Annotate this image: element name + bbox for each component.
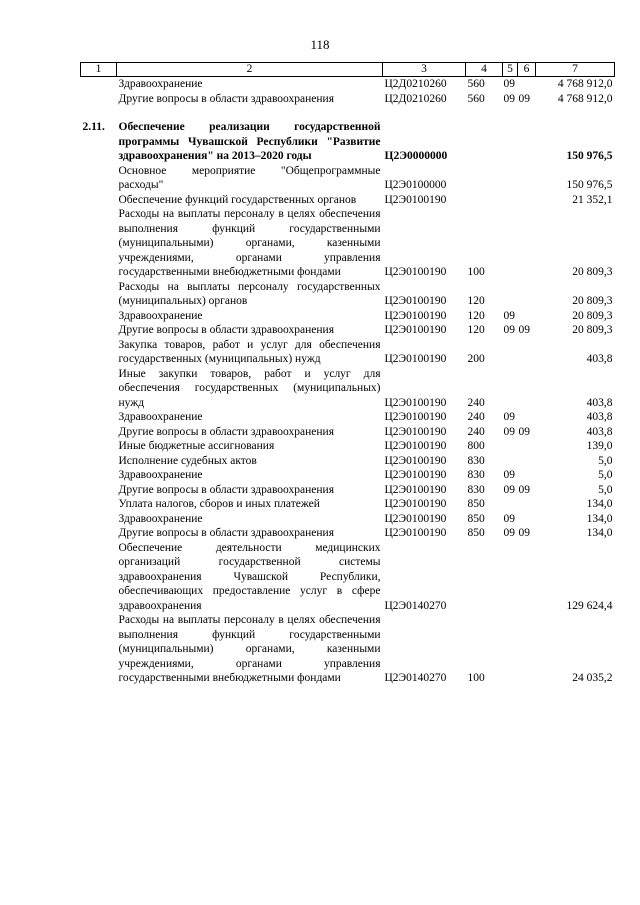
target-code: Ц2Э0140270 xyxy=(384,599,447,612)
expense-type: 560 xyxy=(467,92,485,105)
description: Иные закупки товаров, работ и услуг для обеспечения государственных (муниципальных) нужд xyxy=(118,367,381,409)
table-row xyxy=(81,613,615,686)
section: 09 xyxy=(503,469,515,481)
section xyxy=(503,613,518,686)
subsection xyxy=(518,367,536,411)
subsection xyxy=(518,439,536,454)
table-row xyxy=(81,367,615,411)
section: 09 xyxy=(503,512,515,525)
description: Другие вопросы в области здравоохранения xyxy=(118,324,334,336)
header-col-4: 4 xyxy=(466,63,503,77)
item-number xyxy=(81,439,117,454)
amount: 20 809,3 xyxy=(572,295,613,307)
expense-type: 120 xyxy=(467,295,485,307)
page-number: 118 xyxy=(310,37,330,52)
spacer-cell xyxy=(81,106,615,120)
description: Здравоохранение xyxy=(118,309,203,322)
amount: 403,8 xyxy=(586,411,613,423)
subsection: 09 xyxy=(518,92,530,105)
expense-type: 100 xyxy=(467,672,485,684)
target-code: Ц2Э0000000 xyxy=(384,150,448,162)
item-number xyxy=(81,164,117,193)
table-row xyxy=(81,77,615,92)
amount: 24 035,2 xyxy=(572,672,613,684)
item-number xyxy=(81,425,117,440)
amount: 150 976,5 xyxy=(566,150,613,162)
subsection xyxy=(518,454,536,469)
header-col-6: 6 xyxy=(518,63,536,77)
section: 09 xyxy=(503,309,515,322)
amount: 5,0 xyxy=(598,483,613,496)
section: 09 xyxy=(503,425,515,438)
description: Здравоохранение xyxy=(118,469,203,481)
amount: 20 809,3 xyxy=(572,266,613,278)
table-row xyxy=(81,164,615,193)
amount: 134,0 xyxy=(586,527,613,539)
item-number xyxy=(81,613,117,686)
amount: 4 768 912,0 xyxy=(557,92,613,105)
target-code: Ц2Э0140270 xyxy=(384,672,447,684)
section xyxy=(503,454,518,469)
description: Уплата налогов, сборов и иных платежей xyxy=(118,498,320,510)
expense-type: 100 xyxy=(467,266,485,278)
item-number xyxy=(81,541,117,614)
expense-type: 850 xyxy=(467,498,485,510)
table-row xyxy=(81,468,615,483)
header-col-5: 5 xyxy=(503,63,518,77)
target-code: Ц2Э0100190 xyxy=(384,324,447,336)
item-number xyxy=(81,512,117,527)
budget-table-container xyxy=(80,62,614,686)
subsection xyxy=(518,338,536,367)
description: Расходы на выплаты персоналу государственных (муниципальных) органов xyxy=(118,280,381,307)
description: Закупка товаров, работ и услуг для обеспечения государственных (муниципальных) нужд xyxy=(118,338,381,365)
subsection xyxy=(518,512,536,527)
target-code: Ц2Э0100190 xyxy=(384,266,447,278)
item-number xyxy=(81,483,117,498)
table-row xyxy=(81,323,615,338)
section xyxy=(503,207,518,280)
subsection: 09 xyxy=(518,527,530,539)
subsection xyxy=(518,410,536,425)
description: Обеспечение функций государственных органов xyxy=(118,193,357,206)
section: 09 xyxy=(503,527,515,539)
expense-type: 240 xyxy=(467,411,485,423)
header-col-3: 3 xyxy=(383,63,466,77)
description: Иные бюджетные ассигнования xyxy=(118,440,275,452)
table-row xyxy=(81,512,615,527)
item-number xyxy=(81,309,117,324)
target-code: Ц2Э0100190 xyxy=(384,411,447,423)
item-number xyxy=(81,338,117,367)
description: Основное мероприятие "Общепрограммные расходы" xyxy=(118,164,381,191)
description: Расходы на выплаты персоналу в целях обеспечения выполнения функций государственными (муниципальными) органами, казенными учреждениями, органами управления государственными внебюджетными фондами xyxy=(118,208,381,278)
description: Расходы на выплаты персоналу в целях обеспечения выполнения функций государственными (муниципальными) органами, казенными учреждениями, органами управления государственными внебюджетными фондами xyxy=(118,614,381,684)
expense-type: 800 xyxy=(467,440,485,452)
expense-type: 240 xyxy=(467,396,485,409)
subsection xyxy=(518,77,536,92)
subsection xyxy=(518,541,536,614)
description: Здравоохранение xyxy=(118,78,203,90)
table-row xyxy=(81,425,615,440)
description: Другие вопросы в области здравоохранения xyxy=(118,92,334,105)
subsection xyxy=(518,497,536,512)
section xyxy=(503,338,518,367)
target-code: Ц2Д0210260 xyxy=(384,92,447,105)
subsection: 09 xyxy=(518,324,530,336)
table-row xyxy=(81,309,615,324)
expense-type: 850 xyxy=(467,527,485,539)
expense-type: 200 xyxy=(467,353,485,365)
section: 09 xyxy=(503,411,515,423)
amount: 403,8 xyxy=(586,396,613,409)
item-number xyxy=(81,497,117,512)
item-number xyxy=(81,77,117,92)
table-row xyxy=(81,541,615,614)
target-code: Ц2Э0100190 xyxy=(384,193,447,206)
section: 09 xyxy=(503,92,515,105)
subsection xyxy=(518,309,536,324)
target-code: Ц2Э0100190 xyxy=(384,353,447,365)
table-row xyxy=(81,454,615,469)
table-row xyxy=(81,483,615,498)
section xyxy=(503,367,518,411)
table-row xyxy=(81,410,615,425)
amount: 403,8 xyxy=(586,353,613,365)
table-row xyxy=(81,338,615,367)
header-col-1: 1 xyxy=(81,63,117,77)
expense-type xyxy=(466,193,503,208)
table-row xyxy=(81,280,615,309)
subsection: 09 xyxy=(518,425,530,438)
amount: 5,0 xyxy=(598,454,613,467)
subsection xyxy=(518,193,536,208)
subsection xyxy=(518,468,536,483)
target-code: Ц2Э0100190 xyxy=(384,440,447,452)
expense-type: 120 xyxy=(467,324,485,336)
target-code: Ц2Д0210260 xyxy=(384,78,447,90)
description: Обеспечение деятельности медицинских организаций государственной системы здравоохранения Чувашской Республики, обеспечивающих предоставление услуг в сфере здравоохранения xyxy=(118,541,381,612)
expense-type: 830 xyxy=(467,483,485,496)
section: 09 xyxy=(503,78,515,90)
description: Исполнение судебных актов xyxy=(118,454,257,467)
item-number xyxy=(81,526,117,541)
header-row xyxy=(81,63,615,77)
section xyxy=(503,541,518,614)
item-number xyxy=(81,323,117,338)
item-number xyxy=(81,92,117,107)
description: Обеспечение реализации государственной программы Чувашской Республики "Развитие здравоохранения" на 2013–2020 годы xyxy=(118,121,381,162)
section xyxy=(503,280,518,309)
amount: 4 768 912,0 xyxy=(557,78,613,90)
amount: 5,0 xyxy=(598,469,613,481)
expense-type: 560 xyxy=(467,78,485,90)
target-code: Ц2Э0100190 xyxy=(384,469,447,481)
amount: 139,0 xyxy=(586,440,613,452)
description: Здравоохранение xyxy=(118,512,203,525)
target-code: Ц2Э0100190 xyxy=(384,512,447,525)
description: Другие вопросы в области здравоохранения xyxy=(118,425,334,438)
subsection xyxy=(518,280,536,309)
item-number: 2.11. xyxy=(82,121,105,133)
item-number xyxy=(81,410,117,425)
item-number xyxy=(81,468,117,483)
target-code: Ц2Э0100190 xyxy=(384,309,447,322)
expense-type: 120 xyxy=(467,309,485,322)
section: 09 xyxy=(503,483,515,496)
description: Другие вопросы в области здравоохранения xyxy=(118,483,334,496)
section: 09 xyxy=(503,324,515,336)
spacer-row xyxy=(81,106,615,120)
table-row xyxy=(81,92,615,107)
section xyxy=(503,497,518,512)
target-code: Ц2Э0100190 xyxy=(384,483,447,496)
item-number xyxy=(81,207,117,280)
subsection xyxy=(518,120,536,164)
target-code: Ц2Э0100000 xyxy=(384,179,447,191)
table-row xyxy=(81,207,615,280)
target-code: Ц2Э0100190 xyxy=(384,527,447,539)
item-number xyxy=(81,280,117,309)
target-code: Ц2Э0100190 xyxy=(384,295,447,307)
item-number xyxy=(81,454,117,469)
section xyxy=(503,193,518,208)
target-code: Ц2Э0100190 xyxy=(384,396,447,409)
expense-type xyxy=(466,164,503,193)
subsection xyxy=(518,164,536,193)
description: Здравоохранение xyxy=(118,411,203,423)
amount: 20 809,3 xyxy=(572,309,613,322)
expense-type xyxy=(466,541,503,614)
budget-table xyxy=(80,62,615,686)
section xyxy=(503,164,518,193)
header-col-2: 2 xyxy=(117,63,383,77)
header-col-7: 7 xyxy=(536,63,615,77)
amount: 150 976,5 xyxy=(566,179,613,191)
description: Другие вопросы в области здравоохранения xyxy=(118,527,334,539)
amount: 129 624,4 xyxy=(566,599,613,612)
expense-type: 850 xyxy=(467,512,485,525)
expense-type: 830 xyxy=(467,454,485,467)
subsection xyxy=(518,207,536,280)
expense-type: 240 xyxy=(467,425,485,438)
table-row xyxy=(81,439,615,454)
item-number xyxy=(81,367,117,411)
table-row xyxy=(81,193,615,208)
amount: 134,0 xyxy=(586,512,613,525)
subsection xyxy=(518,613,536,686)
table-header xyxy=(81,63,615,77)
amount: 403,8 xyxy=(586,425,613,438)
amount: 20 809,3 xyxy=(572,324,613,336)
target-code: Ц2Э0100190 xyxy=(384,498,447,510)
item-number xyxy=(81,193,117,208)
table-row xyxy=(81,120,615,164)
section xyxy=(503,120,518,164)
amount: 21 352,1 xyxy=(572,193,613,206)
target-code: Ц2Э0100190 xyxy=(384,425,447,438)
expense-type: 830 xyxy=(467,469,485,481)
table-row xyxy=(81,497,615,512)
section xyxy=(503,439,518,454)
table-row xyxy=(81,526,615,541)
table-body xyxy=(81,77,615,686)
subsection: 09 xyxy=(518,483,530,496)
target-code: Ц2Э0100190 xyxy=(384,454,447,467)
amount: 134,0 xyxy=(586,498,613,510)
expense-type xyxy=(466,120,503,164)
